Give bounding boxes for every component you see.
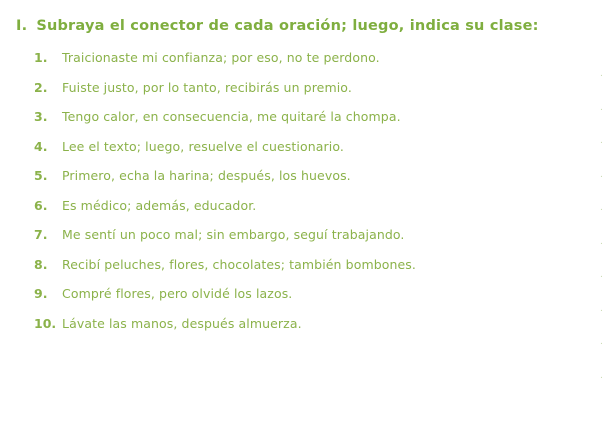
list-item	[34, 227, 596, 242]
item-text: Fuiste justo, por lo tanto, recibirás un premio.	[62, 79, 352, 95]
list-item	[34, 50, 596, 65]
list-item	[34, 198, 596, 213]
margin-marks	[600, 58, 608, 393]
margin-mark: .	[600, 136, 603, 146]
item-text: Es médico; además, educador.	[62, 197, 257, 213]
margin-mark: .	[600, 370, 603, 381]
exercise-list	[14, 50, 596, 331]
margin-mark: .	[600, 203, 603, 213]
item-text: Primero, echa la harina; después, los huevos.	[62, 168, 351, 183]
list-item	[34, 109, 596, 124]
page-title	[16, 18, 596, 34]
section-numeral: I.	[16, 18, 28, 34]
margin-mark: .	[600, 236, 603, 247]
item-number: 5.	[34, 168, 48, 183]
item-number: 10.	[34, 315, 57, 331]
item-text: Traicionaste mi confianza; por eso, no te perdono.	[62, 50, 380, 65]
list-item	[34, 80, 596, 95]
item-number: 9.	[34, 286, 48, 301]
margin-mark: .	[600, 102, 603, 113]
item-text: Compré flores, pero olvidé los lazos.	[62, 286, 293, 301]
item-number: 8.	[34, 256, 48, 272]
item-number: 7.	[34, 227, 48, 242]
item-number: 2.	[34, 79, 48, 95]
margin-mark: .	[600, 303, 603, 314]
margin-mark: .	[600, 169, 603, 180]
section-instruction: Subraya el conector de cada oración; luego, indica su clase:	[36, 18, 539, 34]
item-text: Recibí peluches, flores, chocolates; también bombones.	[62, 256, 416, 272]
list-item	[34, 139, 596, 154]
item-text: Lávate las manos, después almuerza.	[62, 315, 302, 331]
item-number: 6.	[34, 197, 48, 213]
margin-mark: .	[600, 270, 603, 280]
item-number: 4.	[34, 138, 48, 154]
item-text: Me sentí un poco mal; sin embargo, seguí trabajando.	[62, 227, 405, 242]
item-number: 1.	[34, 50, 48, 65]
margin-mark: .	[600, 337, 603, 347]
list-item	[34, 257, 596, 272]
margin-mark: .	[600, 69, 603, 79]
item-number: 3.	[34, 109, 48, 124]
list-item	[34, 286, 596, 301]
list-item	[34, 316, 596, 331]
list-item	[34, 168, 596, 183]
item-text: Lee el texto; luego, resuelve el cuestionario.	[62, 138, 344, 154]
item-text: Tengo calor, en consecuencia, me quitaré la chompa.	[62, 109, 401, 124]
